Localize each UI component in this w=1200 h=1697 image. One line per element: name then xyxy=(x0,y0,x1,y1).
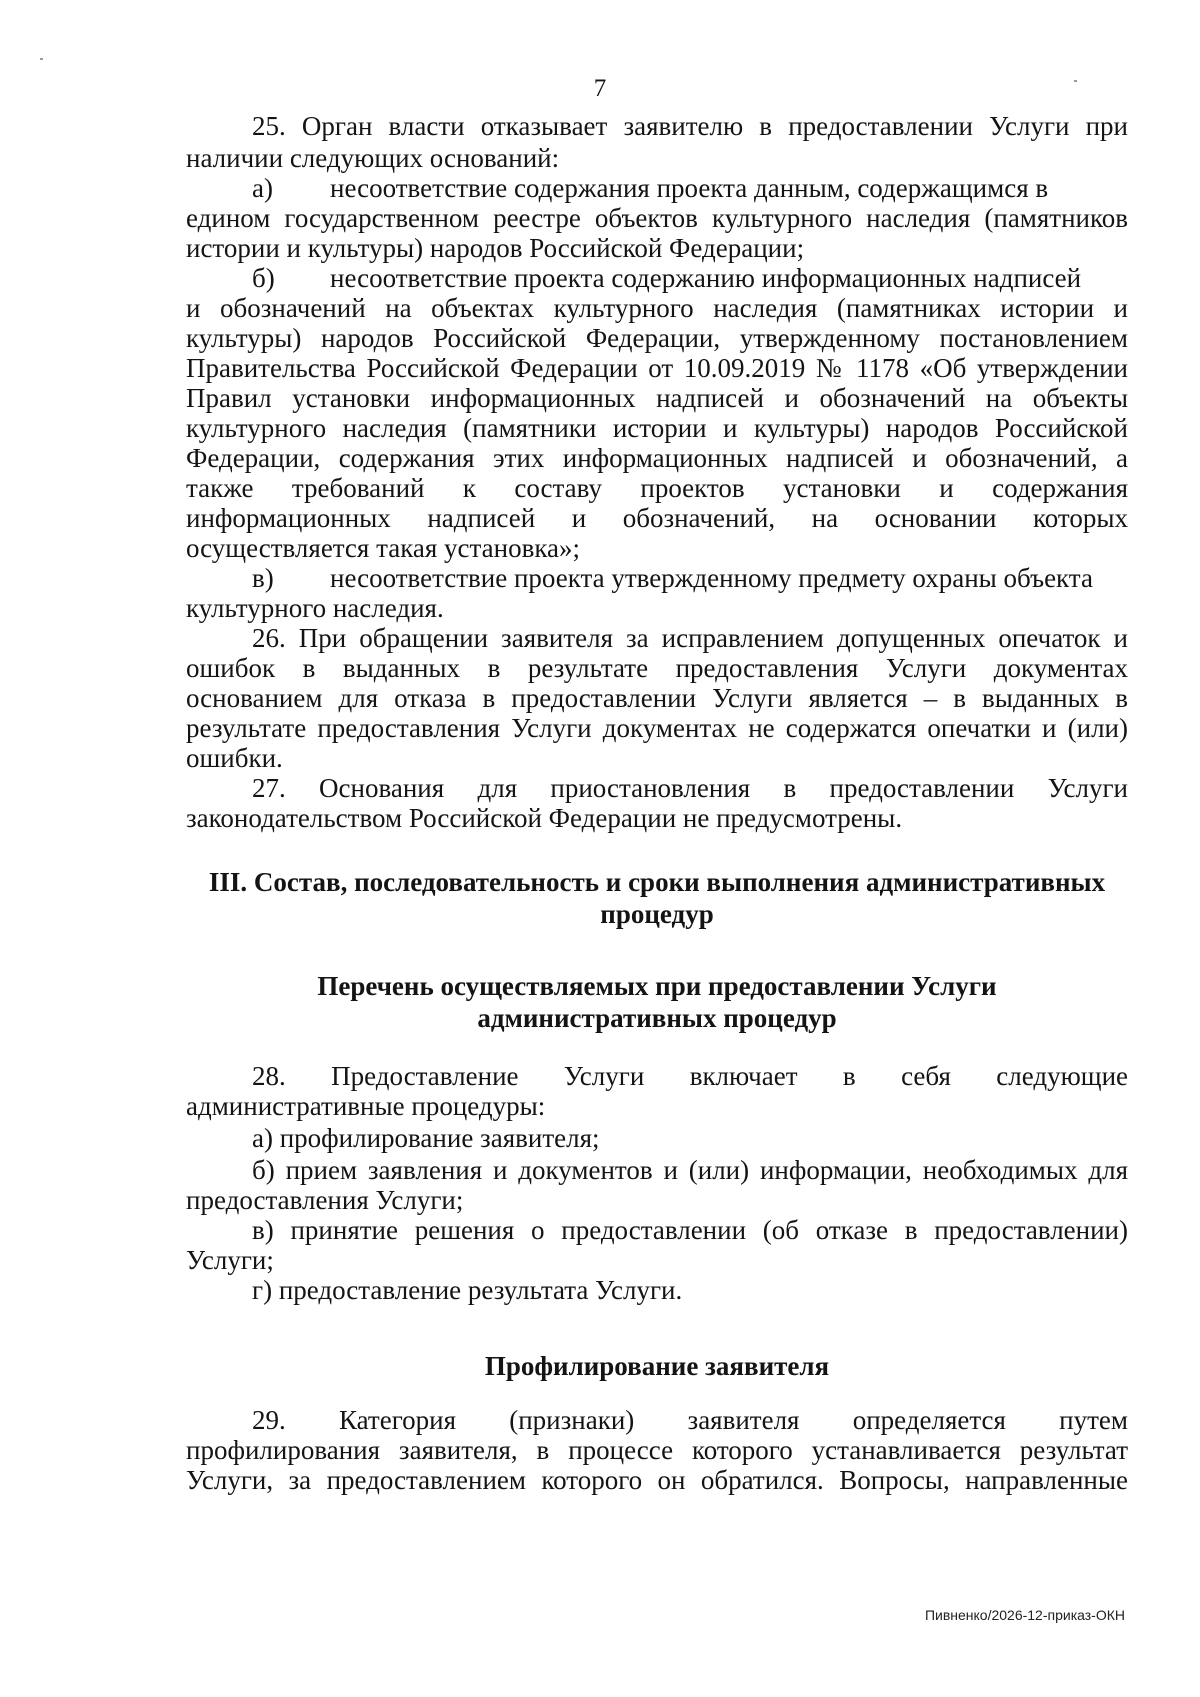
paragraph-26-line: ошибки. xyxy=(186,743,283,773)
paragraph-27-line: законодательством Российской Федерации не предусмотрены. xyxy=(186,803,903,833)
page-number: 7 xyxy=(593,75,607,102)
paragraph-25-line: 25. Орган власти отказывает заявителю в предоставлении Услуги при xyxy=(252,111,1128,141)
paragraph-26-line: 26. При обращении заявителя за исправлением допущенных опечаток и xyxy=(252,623,1128,653)
list-marker: б) xyxy=(252,263,275,293)
subheading: административных процедур xyxy=(477,1003,837,1033)
list-item-b-line: информационных надписей и обозначений, на основании которых xyxy=(186,503,1128,533)
paragraph-25-line: наличии следующих оснований: xyxy=(186,143,560,173)
subheading: Профилирование заявителя xyxy=(484,1351,830,1381)
paragraph-28-line: 28. Предоставление Услуги включает в себя следующие xyxy=(252,1061,1128,1091)
list-marker: в) xyxy=(252,563,274,593)
paragraph-29-line: 29. Категория (признаки) заявителя определяется путем xyxy=(252,1405,1128,1435)
list-item-v xyxy=(252,562,1128,594)
list-marker: а) xyxy=(252,173,273,203)
list-item-b-line: культуры) народов Российской Федерации, утвержденному постановлением xyxy=(186,323,1128,353)
list-item-b-line: Правил установки информационных надписей и обозначений на объекты xyxy=(186,383,1128,413)
paragraph-27-line: 27. Основания для приостановления в предоставлении Услуги xyxy=(252,773,1128,803)
paragraph-29-line: профилирования заявителя, в процессе которого устанавливается результат xyxy=(186,1435,1128,1465)
paragraph-26-line: основанием для отказа в предоставлении Услуги является – в выданных в xyxy=(186,683,1128,713)
list-item-v-line: культурного наследия. xyxy=(186,593,444,623)
paragraph-29-line: Услуги, за предоставлением которого он обратился. Вопросы, направленные xyxy=(186,1465,1128,1495)
list-item-a-line: истории и культуры) народов Российской Федерации; xyxy=(186,233,805,263)
procedure-item-line: Услуги; xyxy=(186,1245,274,1275)
scan-speck xyxy=(40,58,43,60)
procedure-item: б) прием заявления и документов и (или) информации, необходимых для xyxy=(252,1155,1128,1185)
paragraph-26-line: результате предоставления Услуги документах не содержатся опечатки и (или) xyxy=(186,713,1128,743)
subheading: Перечень осуществляемых при предоставлении Услуги xyxy=(317,971,997,1001)
list-item-a xyxy=(252,172,1128,204)
procedure-item: г) предоставление результата Услуги. xyxy=(252,1275,683,1305)
paragraph-26-line: ошибок в выданных в результате предоставления Услуги документах xyxy=(186,653,1128,683)
list-item-b-line: и обозначений на объектах культурного наследия (памятниках истории и xyxy=(186,293,1128,323)
document-code: Пивненко/2026-12-приказ-ОКН xyxy=(924,1607,1125,1623)
list-item-b-line: Правительства Российской Федерации от 10.09.2019 № 1178 «Об утверждении xyxy=(186,353,1128,383)
list-item-a-line: едином государственном реестре объектов культурного наследия (памятников xyxy=(186,203,1128,233)
list-item-b-line: Федерации, содержания этих информационных надписей и обозначений, а xyxy=(186,443,1128,473)
list-item-b-line: также требований к составу проектов установки и содержания xyxy=(186,473,1128,503)
section-heading: III. Состав, последовательность и сроки выполнения административных xyxy=(208,867,1106,897)
list-item-b-line: осуществляется такая установка»; xyxy=(186,533,581,563)
list-item-b-line: культурного наследия (памятники истории и культуры) народов Российской xyxy=(186,413,1128,443)
list-item-text: несоответствие проекта содержанию информационных надписей xyxy=(330,263,1082,293)
paragraph-28-line: административные процедуры: xyxy=(186,1091,546,1121)
procedure-item: в) принятие решения о предоставлении (об отказе в предоставлении) xyxy=(252,1215,1128,1245)
list-item-text: несоответствие проекта утвержденному предмету охраны объекта xyxy=(330,563,1093,593)
procedure-item: а) профилирование заявителя; xyxy=(252,1123,600,1153)
procedure-item-line: предоставления Услуги; xyxy=(186,1185,464,1215)
section-heading: процедур xyxy=(600,899,714,929)
list-item-b xyxy=(252,262,1128,294)
list-item-text: несоответствие содержания проекта данным, содержащимся в xyxy=(330,173,1049,203)
